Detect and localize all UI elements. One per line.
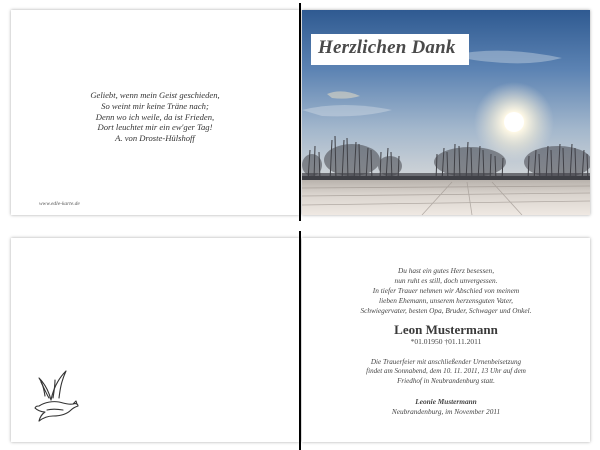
verse-line: In tiefer Trauer nehmen wir Abschied von meinem — [372, 285, 520, 295]
deceased-name: Leon Mustermann — [394, 321, 498, 337]
poem-line: So weint mir keine Träne nach; — [101, 100, 209, 111]
poem-author: A. von Droste-Hülshoff — [115, 133, 195, 144]
life-dates: *01.01950 †01.11.2011 — [410, 336, 482, 346]
funeral-details — [302, 358, 590, 387]
top-card-cover — [302, 10, 590, 215]
poem-line: Geliebt, wenn mein Geist geschieden, — [90, 90, 220, 100]
notice-verse — [302, 266, 590, 316]
top-card-inside-left — [11, 10, 299, 215]
poem — [11, 90, 299, 144]
verse-line: Schwiegervater, besten Opa, Bruder, Schwager und Onkel. — [360, 305, 532, 315]
website-credit: www.edle-karte.de — [39, 201, 80, 207]
dove-icon — [31, 368, 81, 424]
fold-line-bottom — [299, 231, 301, 450]
signer-name: Leonie Mustermann — [415, 397, 477, 407]
verse-line: lieben Ehemann, unserem herzensguten Vater, — [379, 295, 513, 305]
verse-line: Du hast ein gutes Herz besessen, — [397, 266, 495, 275]
card-title: Herzlichen Dank — [318, 37, 456, 58]
verse-line: nun ruht es still, doch unvergessen. — [394, 275, 498, 285]
funeral-line: Die Trauerfeier mit anschließender Urnenbeisetzung — [370, 357, 522, 366]
place-date: Neubrandenburg, im November 2011 — [391, 407, 501, 417]
bottom-card-inside-right — [302, 238, 590, 442]
funeral-line: findet am Sonnabend, dem 10. 11. 2011, 13 Uhr auf dem — [366, 367, 526, 376]
poem-line: Denn wo ich weile, da ist Frieden, — [95, 111, 215, 122]
fold-line-top — [299, 3, 301, 221]
bottom-card-inside-left — [11, 238, 299, 442]
title-banner — [311, 34, 469, 65]
obituary-notice — [302, 266, 590, 417]
funeral-line: Friedhof in Neubrandenburg statt. — [397, 376, 495, 385]
poem-line: Dort leuchtet mir ein ew'ger Tag! — [97, 122, 213, 133]
